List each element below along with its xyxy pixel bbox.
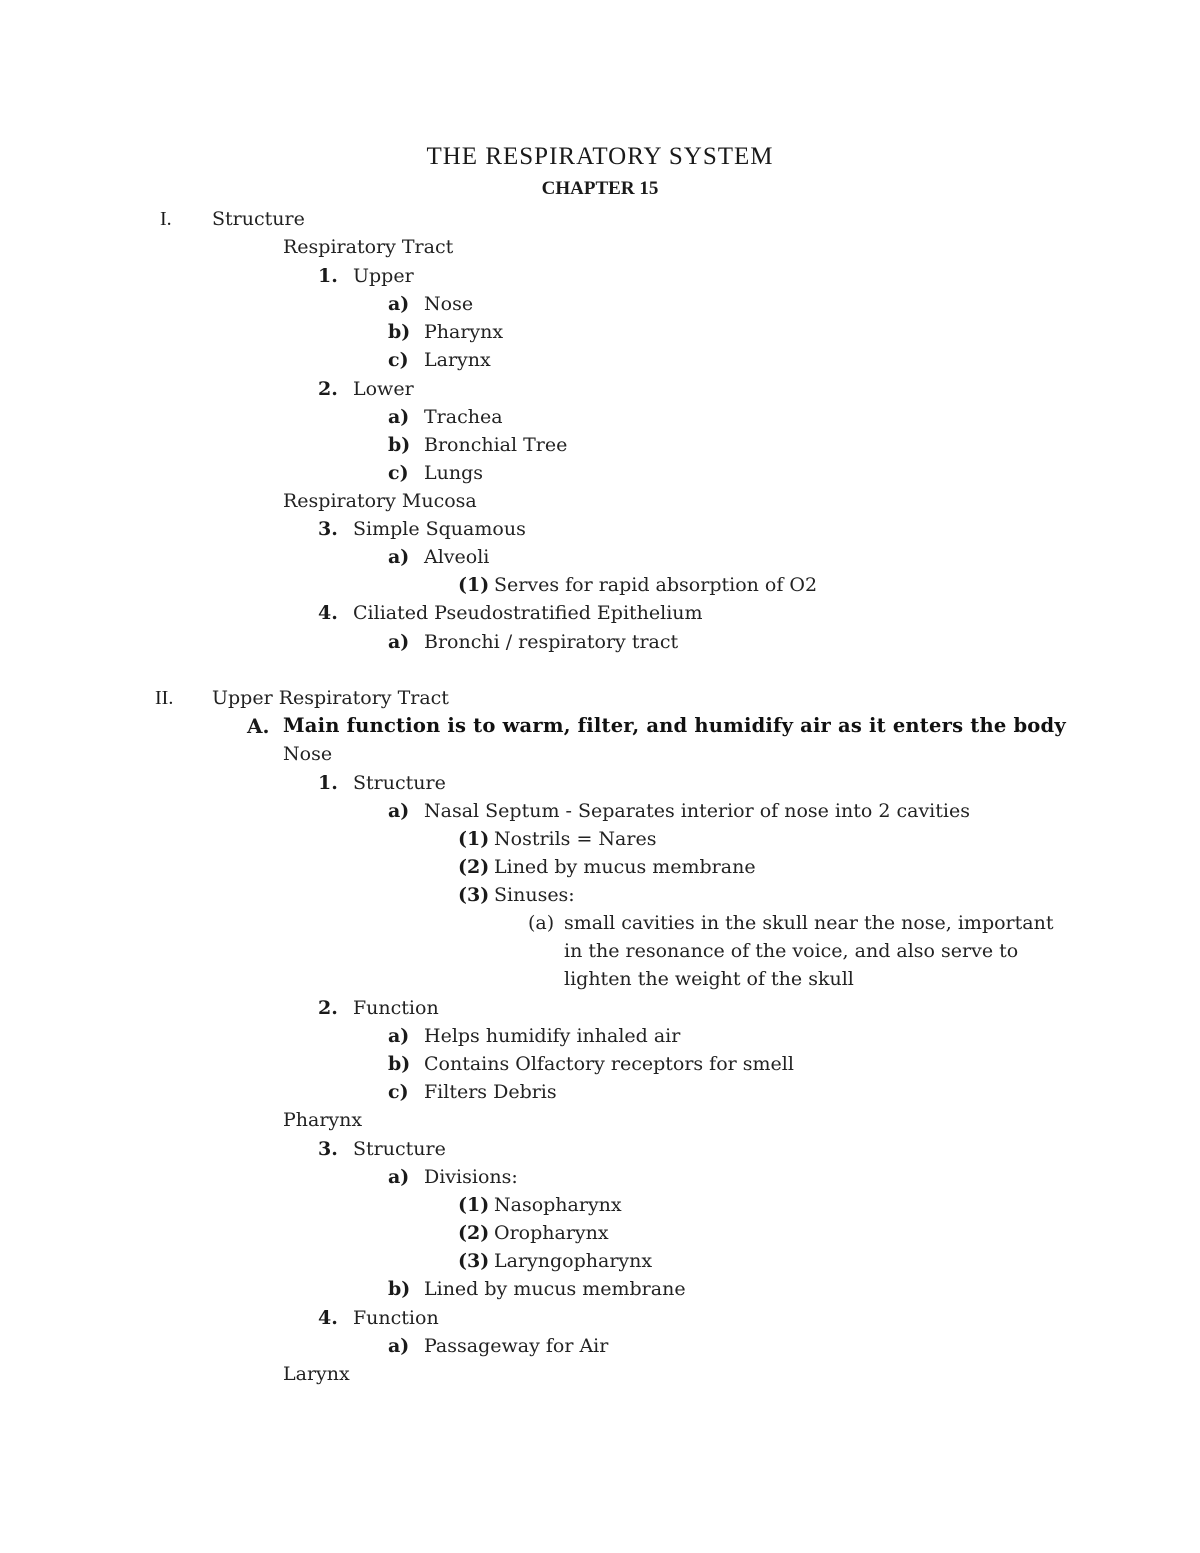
outline-marker: a) <box>388 631 410 653</box>
list-item: Function <box>353 997 439 1019</box>
outline-marker: (2) <box>458 1222 490 1244</box>
paragraph-line: lighten the weight of the skull <box>564 968 854 990</box>
main-function-statement: Main function is to warm, filter, and humidify air as it enters the body <box>283 714 1066 737</box>
outline-marker: 4. <box>318 1307 338 1329</box>
subsection-heading: Respiratory Tract <box>283 236 454 258</box>
outline-marker: a) <box>388 293 410 315</box>
paragraph-line: in the resonance of the voice, and also serve to <box>564 940 1019 962</box>
list-item: Bronchial Tree <box>424 434 568 456</box>
outline-marker: (1) <box>458 1194 490 1216</box>
list-item: Nasal Septum - Separates interior of nose into 2 cavities <box>424 800 970 822</box>
subsection-heading: Nose <box>283 743 333 765</box>
list-item: Lower <box>353 378 414 400</box>
list-item: Filters Debris <box>424 1081 557 1103</box>
list-item: Ciliated Pseudostratified Epithelium <box>353 602 703 624</box>
list-item: Lined by mucus membrane <box>424 1278 686 1300</box>
outline-marker: a) <box>388 1025 410 1047</box>
list-item: Lined by mucus membrane <box>494 856 756 878</box>
list-item: Oropharynx <box>494 1222 609 1244</box>
outline-marker: II. <box>155 687 174 709</box>
outline-marker: (1) <box>458 574 490 596</box>
list-item: Bronchi / respiratory tract <box>424 631 679 653</box>
section-heading: Upper Respiratory Tract <box>212 687 449 709</box>
outline-marker: (1) <box>458 828 490 850</box>
outline-marker: b) <box>388 1278 411 1300</box>
list-item: Trachea <box>424 406 503 428</box>
outline-marker: 1. <box>318 265 338 287</box>
outline-marker: A. <box>247 714 270 738</box>
outline-marker: 3. <box>318 1138 338 1160</box>
list-item: Nose <box>424 293 474 315</box>
list-item: Upper <box>353 265 414 287</box>
outline-marker: (3) <box>458 884 490 906</box>
paragraph-line: small cavities in the skull near the nose, important <box>564 912 1054 934</box>
outline-marker: c) <box>388 462 409 484</box>
outline-marker: c) <box>388 349 409 371</box>
outline-marker: a) <box>388 1335 410 1357</box>
list-item: Passageway for Air <box>424 1335 609 1357</box>
outline-marker: (a) <box>528 912 555 934</box>
list-item: Structure <box>353 772 446 794</box>
outline-marker: (2) <box>458 856 490 878</box>
outline-marker: a) <box>388 406 410 428</box>
outline-marker: (3) <box>458 1250 490 1272</box>
list-item: Helps humidify inhaled air <box>424 1025 681 1047</box>
list-item: Nasopharynx <box>494 1194 622 1216</box>
list-item: Alveoli <box>424 546 490 568</box>
subsection-heading: Pharynx <box>283 1109 363 1131</box>
list-item: Structure <box>353 1138 446 1160</box>
list-item: Sinuses: <box>494 884 575 906</box>
section-heading: Structure <box>212 208 305 230</box>
list-item: Lungs <box>424 462 484 484</box>
outline-marker: 2. <box>318 378 338 400</box>
outline-marker: a) <box>388 800 410 822</box>
list-item: Contains Olfactory receptors for smell <box>424 1053 794 1075</box>
outline-marker: a) <box>388 546 410 568</box>
subsection-heading: Respiratory Mucosa <box>283 490 477 512</box>
outline-marker: 1. <box>318 772 338 794</box>
list-item: Laryngopharynx <box>494 1250 653 1272</box>
outline-marker: 2. <box>318 997 338 1019</box>
subsection-heading: Larynx <box>283 1363 350 1385</box>
list-item: Larynx <box>424 349 491 371</box>
outline-marker: 4. <box>318 602 338 624</box>
outline-marker: b) <box>388 1053 411 1075</box>
list-item: Serves for rapid absorption of O2 <box>494 574 818 596</box>
list-item: Divisions: <box>424 1166 518 1188</box>
document-title: THE RESPIRATORY SYSTEM <box>426 143 774 170</box>
list-item: Function <box>353 1307 439 1329</box>
outline-marker: b) <box>388 434 411 456</box>
list-item: Pharynx <box>424 321 504 343</box>
outline-marker: a) <box>388 1166 410 1188</box>
outline-marker: 3. <box>318 518 338 540</box>
document-subtitle: CHAPTER 15 <box>541 178 659 199</box>
outline-marker: b) <box>388 321 411 343</box>
list-item: Simple Squamous <box>353 518 526 540</box>
outline-marker: c) <box>388 1081 409 1103</box>
outline-marker: I. <box>160 208 172 230</box>
list-item: Nostrils = Nares <box>494 828 657 850</box>
